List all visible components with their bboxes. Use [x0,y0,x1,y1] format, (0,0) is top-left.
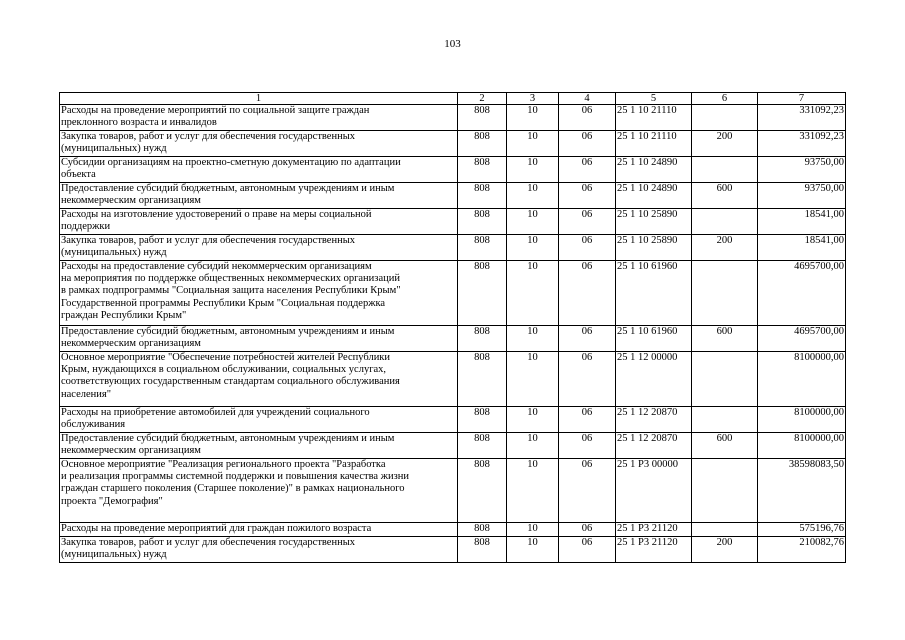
expense-type-code: 200 [692,235,758,261]
target-article-code: 25 1 10 61960 [616,326,692,352]
section-code: 10 [507,183,559,209]
expense-name: Закупка товаров, работ и услуг для обеспечения государственных (муниципальных) нужд [60,131,458,157]
table-row [60,537,846,563]
subsection-code: 06 [559,209,616,235]
expense-type-code: 600 [692,326,758,352]
subsection-code: 06 [559,183,616,209]
ministry-code: 808 [458,105,507,131]
expense-name: Основное мероприятие "Реализация регионального проекта "Разработка и реализация программы системной поддержки и повышения качества жизни граждан старшего поколения (Старшее поколение)" в рамках национального проекта "Демография" [60,459,458,523]
ministry-code: 808 [458,261,507,326]
header-cell: 2 [458,93,507,105]
expense-type-code [692,459,758,523]
subsection-code: 06 [559,235,616,261]
target-article-code: 25 1 10 25890 [616,235,692,261]
expense-name: Предоставление субсидий бюджетным, автономным учреждениям и иным некоммерческим организациям [60,326,458,352]
table-row [60,523,846,537]
table-row [60,157,846,183]
header-cell: 4 [559,93,616,105]
section-code: 10 [507,407,559,433]
target-article-code: 25 1 10 61960 [616,261,692,326]
subsection-code: 06 [559,433,616,459]
subsection-code: 06 [559,131,616,157]
header-cell: 7 [758,93,846,105]
amount: 18541,00 [758,209,846,235]
table-row [60,433,846,459]
section-code: 10 [507,105,559,131]
expense-name: Закупка товаров, работ и услуг для обеспечения государственных (муниципальных) нужд [60,235,458,261]
expense-type-code: 600 [692,433,758,459]
page-number: 103 [444,38,461,50]
section-code: 10 [507,131,559,157]
table-row [60,105,846,131]
expense-name: Основное мероприятие "Обеспечение потребностей жителей Республики Крым, нуждающихся в социальном обслуживании, социальных услугах, соответствующих государственным стандартам социального обслуживания населения" [60,352,458,407]
target-article-code: 25 1 10 21110 [616,131,692,157]
section-code: 10 [507,261,559,326]
subsection-code: 06 [559,537,616,563]
ministry-code: 808 [458,326,507,352]
subsection-code: 06 [559,523,616,537]
expense-type-code: 200 [692,537,758,563]
section-code: 10 [507,352,559,407]
amount: 8100000,00 [758,407,846,433]
expense-type-code [692,105,758,131]
amount: 4695700,00 [758,261,846,326]
expense-name: Расходы на приобретение автомобилей для учреждений социального обслуживания [60,407,458,433]
target-article-code: 25 1 12 00000 [616,352,692,407]
expense-type-code [692,352,758,407]
amount: 210082,76 [758,537,846,563]
ministry-code: 808 [458,183,507,209]
table-row [60,459,846,523]
budget-table [59,92,846,563]
ministry-code: 808 [458,537,507,563]
expense-name: Закупка товаров, работ и услуг для обеспечения государственных (муниципальных) нужд [60,537,458,563]
target-article-code: 25 1 P3 21120 [616,537,692,563]
amount: 4695700,00 [758,326,846,352]
section-code: 10 [507,157,559,183]
expense-name: Расходы на проведение мероприятий по социальной защите граждан преклонного возраста и инвалидов [60,105,458,131]
expense-type-code [692,523,758,537]
expense-type-code [692,209,758,235]
target-article-code: 25 1 10 24890 [616,157,692,183]
expense-type-code: 600 [692,183,758,209]
ministry-code: 808 [458,433,507,459]
amount: 8100000,00 [758,352,846,407]
header-row [60,93,846,105]
target-article-code: 25 1 P3 21120 [616,523,692,537]
header-cell: 3 [507,93,559,105]
table-row [60,131,846,157]
amount: 18541,00 [758,235,846,261]
subsection-code: 06 [559,459,616,523]
expense-type-code: 200 [692,131,758,157]
ministry-code: 808 [458,352,507,407]
section-code: 10 [507,209,559,235]
subsection-code: 06 [559,326,616,352]
amount: 331092,23 [758,105,846,131]
expense-name: Субсидии организациям на проектно-сметную документацию по адаптации объекта [60,157,458,183]
subsection-code: 06 [559,105,616,131]
section-code: 10 [507,459,559,523]
target-article-code: 25 1 P3 00000 [616,459,692,523]
expense-type-code [692,407,758,433]
table-row [60,235,846,261]
amount: 331092,23 [758,131,846,157]
subsection-code: 06 [559,157,616,183]
section-code: 10 [507,433,559,459]
subsection-code: 06 [559,261,616,326]
section-code: 10 [507,235,559,261]
target-article-code: 25 1 12 20870 [616,407,692,433]
expense-type-code [692,157,758,183]
header-cell: 5 [616,93,692,105]
amount: 8100000,00 [758,433,846,459]
ministry-code: 808 [458,407,507,433]
ministry-code: 808 [458,131,507,157]
header-cell: 6 [692,93,758,105]
expense-name: Расходы на проведение мероприятий для граждан пожилого возраста [60,523,458,537]
header-cell: 1 [60,93,458,105]
expense-name: Предоставление субсидий бюджетным, автономным учреждениям и иным некоммерческим организациям [60,183,458,209]
table-row [60,261,846,326]
expense-name: Предоставление субсидий бюджетным, автономным учреждениям и иным некоммерческим организациям [60,433,458,459]
target-article-code: 25 1 12 20870 [616,433,692,459]
amount: 93750,00 [758,183,846,209]
subsection-code: 06 [559,407,616,433]
table-row [60,209,846,235]
ministry-code: 808 [458,235,507,261]
target-article-code: 25 1 10 25890 [616,209,692,235]
section-code: 10 [507,537,559,563]
amount: 575196,76 [758,523,846,537]
expense-name: Расходы на предоставление субсидий некоммерческим организациям на мероприятия по поддержке общественных некоммерческих организаций в рамках подпрограммы "Социальная защита населения Республики Крым" Государственной программы Республики Крым "Социальная поддержка граждан Республики Крым" [60,261,458,326]
amount: 38598083,50 [758,459,846,523]
target-article-code: 25 1 10 21110 [616,105,692,131]
subsection-code: 06 [559,352,616,407]
table-row [60,352,846,407]
amount: 93750,00 [758,157,846,183]
ministry-code: 808 [458,209,507,235]
table-row [60,183,846,209]
expense-name: Расходы на изготовление удостоверений о праве на меры социальной поддержки [60,209,458,235]
section-code: 10 [507,523,559,537]
table-row [60,326,846,352]
expense-type-code [692,261,758,326]
ministry-code: 808 [458,459,507,523]
section-code: 10 [507,326,559,352]
ministry-code: 808 [458,157,507,183]
table-row [60,407,846,433]
target-article-code: 25 1 10 24890 [616,183,692,209]
ministry-code: 808 [458,523,507,537]
